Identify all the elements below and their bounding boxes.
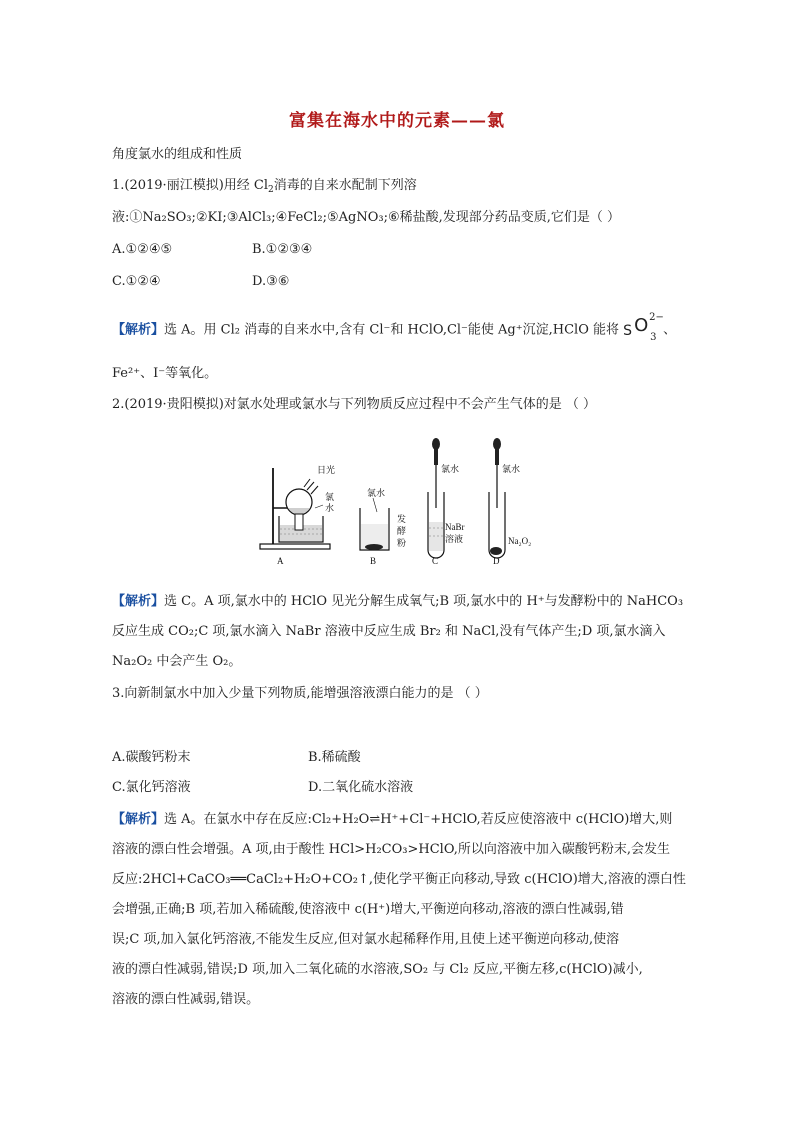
q3-analysis-line4: 会增强,正确;B 项,若加入稀硫酸,使溶液中 c(H⁺)增大,平衡逆向移动,溶液的漂白性减弱,错 <box>112 902 624 917</box>
q3-option-d: D.二氧化硫水溶液 <box>308 780 414 795</box>
fig-label-c: C <box>432 556 439 566</box>
q1-option-c: C.①②④ <box>112 274 161 289</box>
q3-analysis-line5: 误;C 项,加入氯化钙溶液,不能发生反应,但对氯水起稀释作用,且使上述平衡逆向移动,使溶 <box>112 932 620 947</box>
q3-analysis-line2: 溶液的漂白性会增强。A 项,由于酸性 HCl>H₂CO₃>HClO,所以向溶液中加入碳酸钙粉末,会发生 <box>112 842 670 857</box>
fig-d-water-label: 氯水 <box>502 465 521 475</box>
q1-option-a: A.①②④⑤ <box>112 242 173 257</box>
apparatus-a <box>260 464 335 566</box>
fig-d-na2o2-label: Na₂O₂ <box>508 536 532 546</box>
fig-b-yeast-3: 粉 <box>397 539 407 549</box>
q3-analysis-tag: 【解析】 <box>112 812 165 827</box>
fig-b-yeast-2: 酵 <box>397 527 407 537</box>
q1-analysis-tag: 【解析】 <box>112 322 165 338</box>
q1-stem-line1 <box>112 176 417 196</box>
q1-stem-part2: 消毒的自来水配制下列溶 <box>273 178 417 193</box>
q3-option-b: B.稀硫酸 <box>308 750 361 765</box>
q1-analysis-line1 <box>112 312 677 343</box>
q1-stem-sub: 2 <box>268 185 274 195</box>
q3-analysis-line3: 反应:2HCl+CaCO₃══CaCl₂+H₂O+CO₂↑,使化学平衡正向移动,导致 c(HClO)增大,溶液的漂白性 <box>112 872 686 887</box>
q1-analysis-line2: Fe²⁺、I⁻等氧化。 <box>112 366 218 381</box>
q2-analysis-text: 选 C。A 项,氯水中的 HClO 见光分解生成氧气;B 项,氯水中的 H⁺与发酵粉中的 NaHCO₃ <box>164 594 684 609</box>
fig-c-nabr-label: NaBr <box>445 522 465 532</box>
fig-b-water-label: 氯水 <box>367 489 386 499</box>
q1-analysis-tail: 、 <box>663 322 677 338</box>
q2-analysis-line2: 反应生成 CO₂;C 项,氯水滴入 NaBr 溶液中反应生成 Br₂ 和 NaCl,没有气体产生;D 项,氯水滴入 <box>112 624 666 639</box>
q1-analysis-text: 选 A。用 Cl₂ 消毒的自来水中,含有 Cl⁻和 HClO,Cl⁻能使 Ag⁺沉淀,HClO 能将 <box>164 322 619 338</box>
fig-label-d: D <box>493 556 500 566</box>
q3-analysis-line6: 液的漂白性减弱,错误;D 项,加入二氧化硫的水溶液,SO₂ 与 Cl₂ 反应,平衡左移,c(HClO)减小, <box>112 962 643 977</box>
section-heading: 角度氯水的组成和性质 <box>112 147 243 162</box>
fig-sunlight-label: 日光 <box>317 466 336 476</box>
q3-option-c: C.氯化钙溶液 <box>112 780 191 795</box>
fig-label-b: B <box>370 556 377 566</box>
q1-stem-part1: 1.(2019·丽江模拟)用经 Cl <box>112 178 269 193</box>
q2-analysis-line1 <box>112 592 683 612</box>
fig-chlorine-label-1: 氯 <box>325 493 335 503</box>
q3-analysis-text: 选 A。在氯水中存在反应:Cl₂+H₂O⇌H⁺+Cl⁻+HClO,若反应使溶液中 c(HClO)增大,则 <box>164 812 673 827</box>
q1-option-b: B.①②③④ <box>252 242 313 257</box>
fig-b-yeast-1: 发 <box>397 515 407 525</box>
fig-c-solution-label: 溶液 <box>445 535 464 545</box>
q3-stem: 3.向新制氯水中加入少量下列物质,能增强溶液漂白能力的是 （ ） <box>112 686 488 701</box>
page-title: 富集在海水中的元素——氯 <box>289 111 505 131</box>
q1-stem-line2: 液:①Na₂SO₃;②KI;③AlCl₃;④FeCl₂;⑤AgNO₃;⑥稀盐酸,发现部分药品变质,它们是（ ） <box>112 210 621 225</box>
apparatus-d <box>489 438 531 566</box>
ion-charge: 2− <box>649 312 664 323</box>
fig-c-water-label: 氯水 <box>441 465 460 475</box>
q3-analysis-line1 <box>112 810 672 830</box>
ion-o: O <box>634 315 649 336</box>
q3-option-a: A.碳酸钙粉末 <box>112 750 191 765</box>
ion-s: S <box>623 323 633 339</box>
q2-analysis-line3: Na₂O₂ 中会产生 O₂。 <box>112 654 242 669</box>
q2-analysis-tag: 【解析】 <box>112 594 165 609</box>
sulfite-ion-formula <box>623 312 664 343</box>
q2-stem: 2.(2019·贵阳模拟)对氯水处理或氯水与下列物质反应过程中不会产生气体的是 （ ） <box>112 397 597 412</box>
q3-analysis-line7: 溶液的漂白性减弱,错误。 <box>112 992 260 1007</box>
fig-chlorine-label-2: 水 <box>325 504 335 514</box>
apparatus-b <box>360 487 406 566</box>
apparatus-c <box>428 438 465 566</box>
q1-option-d: D.③⑥ <box>252 274 290 289</box>
experiment-figure <box>255 430 545 575</box>
fig-label-a: A <box>277 556 284 566</box>
ion-count: 3 <box>650 332 657 343</box>
